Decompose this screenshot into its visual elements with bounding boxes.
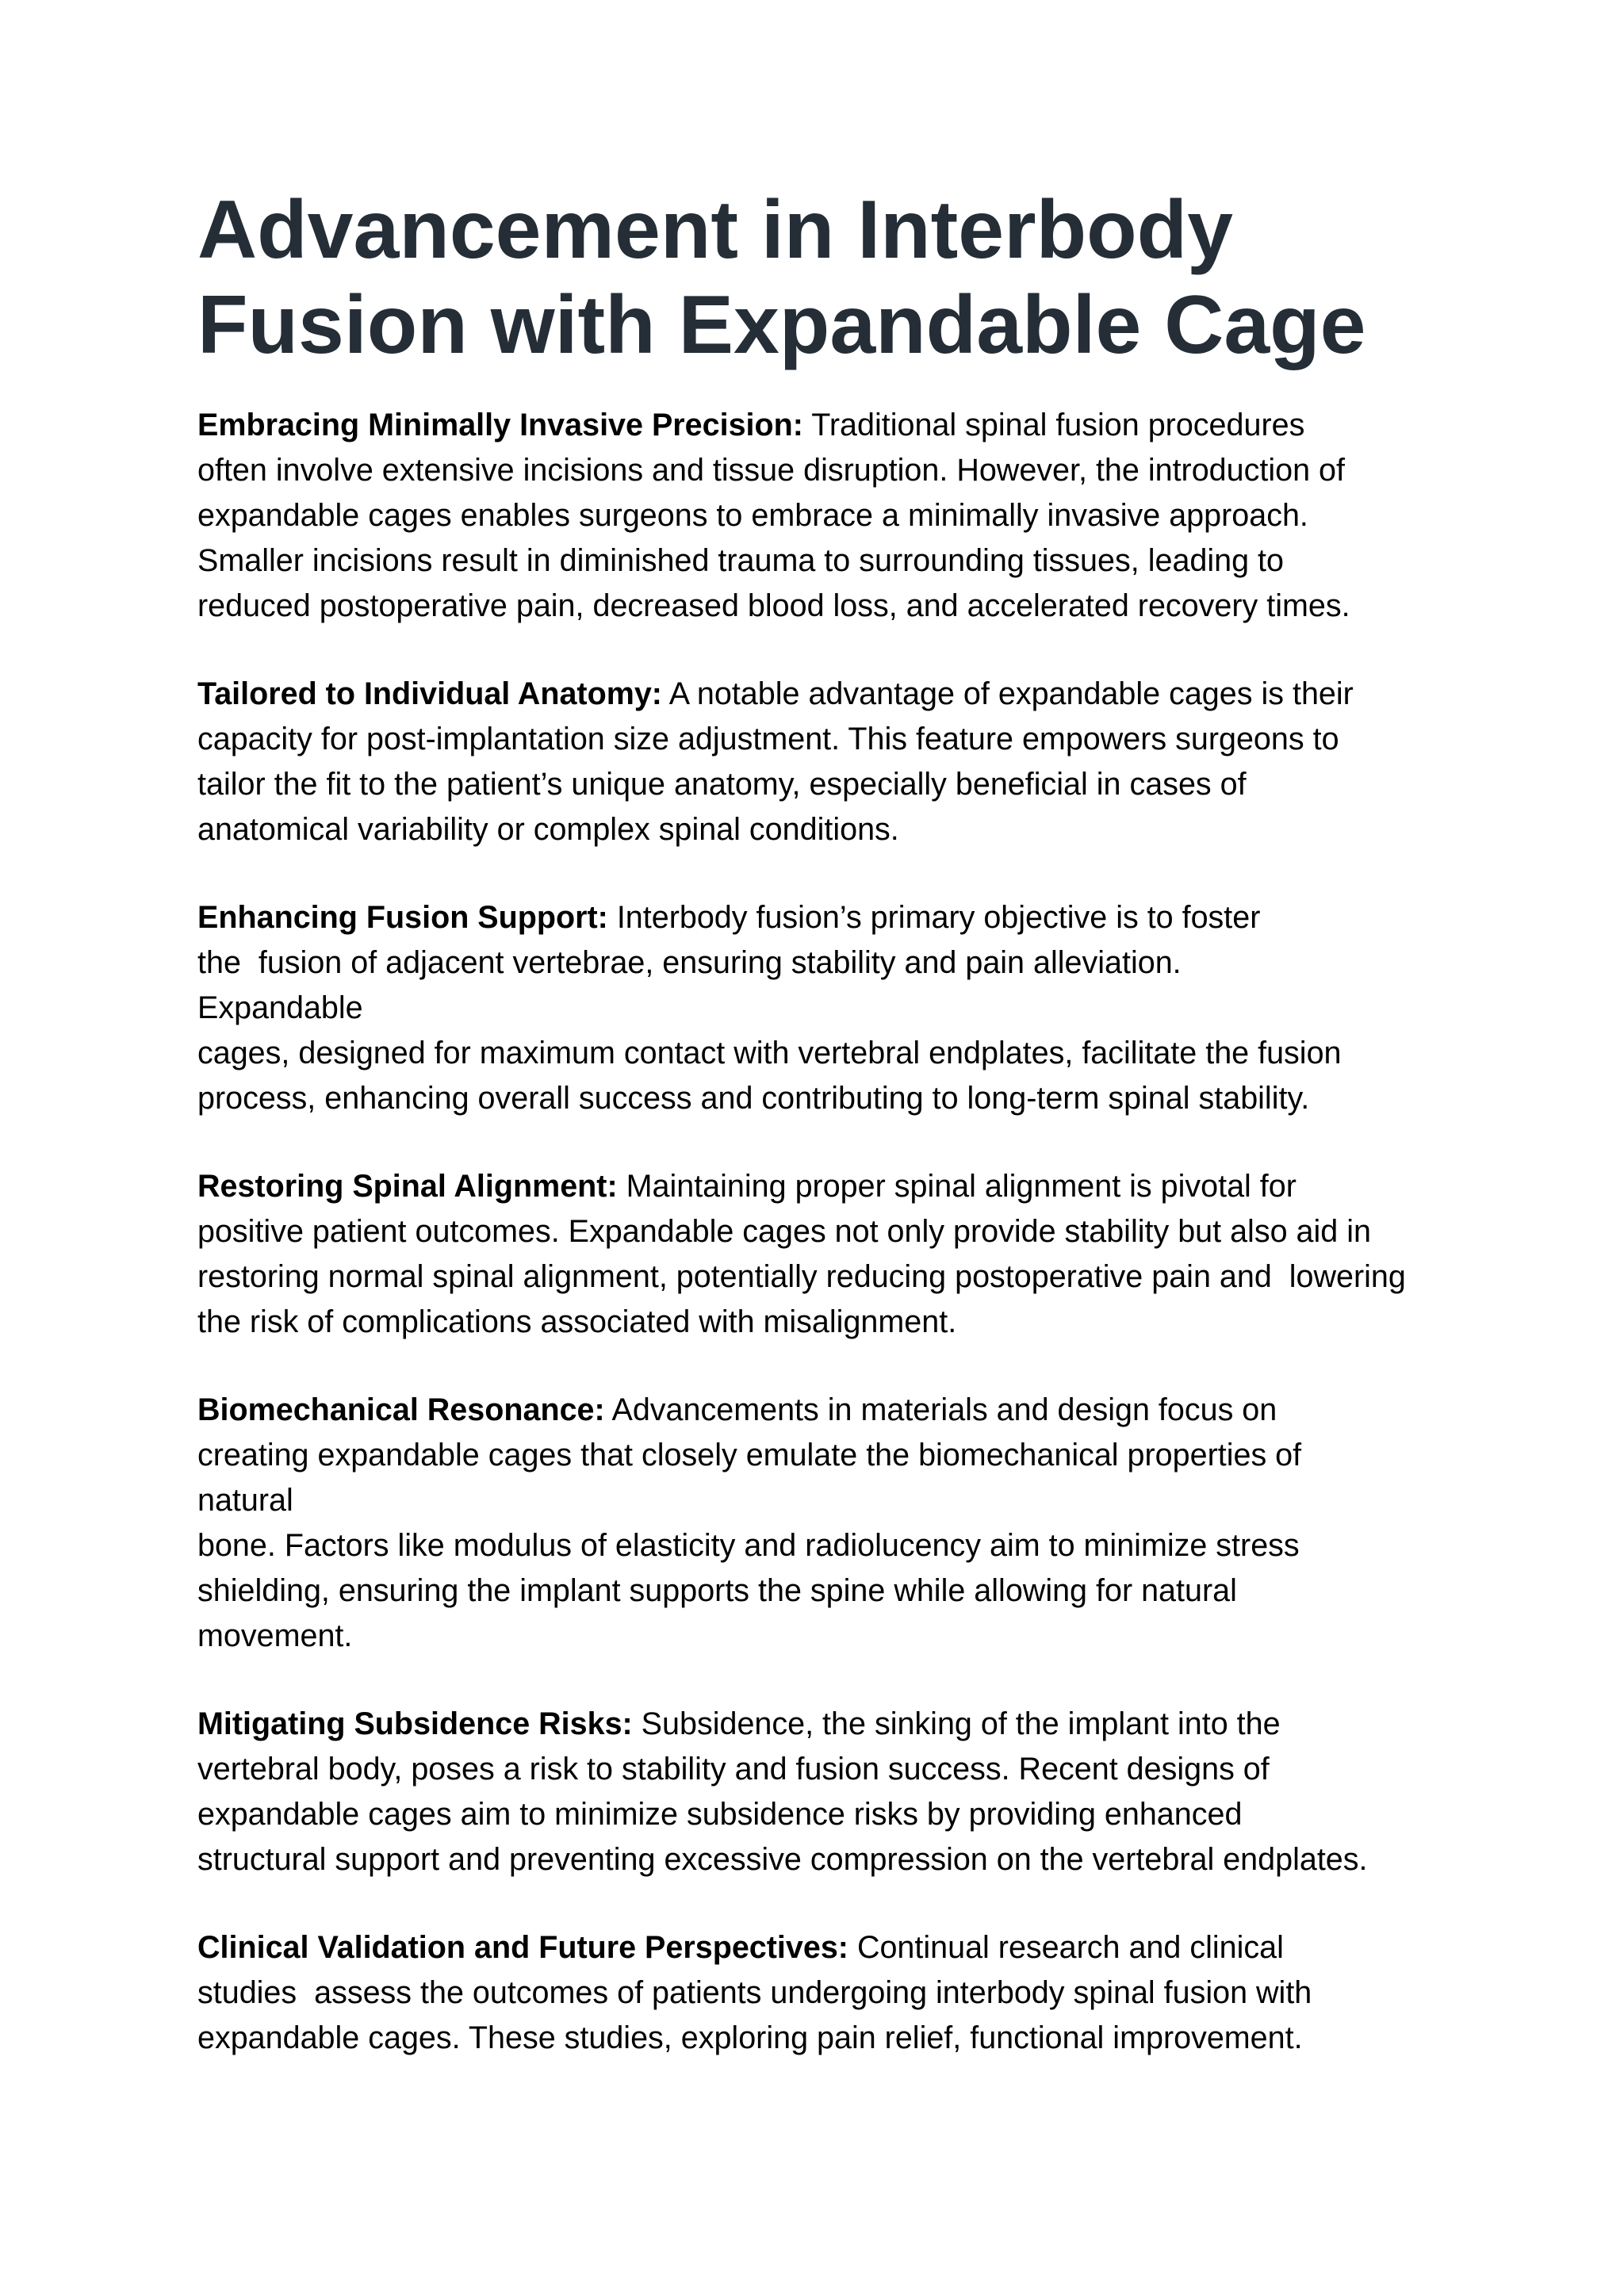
section-line: the risk of complications associated with misalignment. (197, 1304, 957, 1339)
section-line: cages, designed for maximum contact with vertebral endplates, facilitate the fusion (197, 1036, 1342, 1070)
section-line (197, 403, 1466, 448)
section-text: Subsidence, the sinking of the implant into the (632, 1706, 1281, 1741)
section-heading: Clinical Validation and Future Perspectives: (197, 1930, 848, 1965)
section-heading: Embracing Minimally Invasive Precision: (197, 408, 803, 442)
section-line: movement. (197, 1618, 353, 1653)
section-line: expandable cages. These studies, exploring pain relief, functional improvement. (197, 2020, 1303, 2055)
section-text: Advancements in materials and design focus on (604, 1392, 1277, 1427)
section-line: reduced postoperative pain, decreased blood loss, and accelerated recovery times. (197, 588, 1350, 623)
section-line: bone. Factors like modulus of elasticity and radiolucency aim to minimize stress (197, 1528, 1300, 1563)
section-line (197, 672, 1466, 717)
section-line: vertebral body, poses a risk to stability and fusion success. Recent designs of (197, 1752, 1270, 1787)
section-line: process, enhancing overall success and contributing to long-term spinal stability. (197, 1081, 1310, 1116)
section-line (197, 895, 1466, 940)
section-minimally-invasive (197, 403, 1466, 629)
section-line (197, 1702, 1466, 1747)
section-line: anatomical variability or complex spinal conditions. (197, 812, 899, 847)
section-line: Smaller incisions result in diminished trauma to surrounding tissues, leading to (197, 543, 1285, 578)
title-line-1: Advancement in Interbody (197, 184, 1233, 276)
section-heading: Biomechanical Resonance: (197, 1392, 605, 1427)
section-text: Interbody fusion’s primary objective is to foster (607, 900, 1261, 935)
section-line (197, 1925, 1466, 1970)
section-line: expandable cages aim to minimize subsidence risks by providing enhanced (197, 1797, 1243, 1832)
section-individual-anatomy (197, 672, 1466, 852)
section-line: tailor the fit to the patient’s unique anatomy, especially beneficial in cases of (197, 767, 1247, 802)
section-text: A notable advantage of expandable cages is their (661, 676, 1354, 711)
section-text: Maintaining proper spinal alignment is pivotal for (617, 1169, 1297, 1204)
page-title (197, 182, 1466, 373)
section-line: capacity for post-implantation size adjustment. This feature empowers surgeons to (197, 722, 1339, 756)
section-heading: Enhancing Fusion Support: (197, 900, 608, 935)
section-text: Traditional spinal fusion procedures (802, 408, 1305, 442)
section-line: creating expandable cages that closely emulate the biomechanical properties of (197, 1438, 1302, 1473)
section-text: Continual research and clinical (848, 1930, 1284, 1965)
section-heading: Restoring Spinal Alignment: (197, 1169, 618, 1204)
section-line: natural (197, 1483, 293, 1518)
section-line: often involve extensive incisions and tissue disruption. However, the introduction of (197, 453, 1345, 488)
section-line: the fusion of adjacent vertebrae, ensuring stability and pain alleviation. (197, 945, 1182, 980)
section-line: positive patient outcomes. Expandable cages not only provide stability but also aid in (197, 1214, 1371, 1249)
document-page (197, 182, 1466, 2061)
section-subsidence-risks (197, 1702, 1466, 1882)
section-line (197, 1388, 1466, 1433)
section-biomechanical-resonance (197, 1388, 1466, 1659)
title-line-2: Fusion with Expandable Cage (197, 279, 1366, 371)
section-line: studies assess the outcomes of patients undergoing interbody spinal fusion with (197, 1975, 1312, 2010)
section-line (197, 1164, 1466, 1209)
section-heading: Tailored to Individual Anatomy: (197, 676, 662, 711)
section-line: Expandable (197, 990, 363, 1025)
section-line: shielding, ensuring the implant supports the spine while allowing for natural (197, 1573, 1237, 1608)
sections-container (197, 403, 1466, 2061)
section-line: restoring normal spinal alignment, potentially reducing postoperative pain and lowering (197, 1259, 1406, 1294)
section-heading: Mitigating Subsidence Risks: (197, 1706, 633, 1741)
section-spinal-alignment (197, 1164, 1466, 1345)
section-line: structural support and preventing excessive compression on the vertebral endplates. (197, 1842, 1368, 1877)
section-line: expandable cages enables surgeons to embrace a minimally invasive approach. (197, 498, 1308, 533)
section-fusion-support (197, 895, 1466, 1121)
section-clinical-validation (197, 1925, 1466, 2061)
